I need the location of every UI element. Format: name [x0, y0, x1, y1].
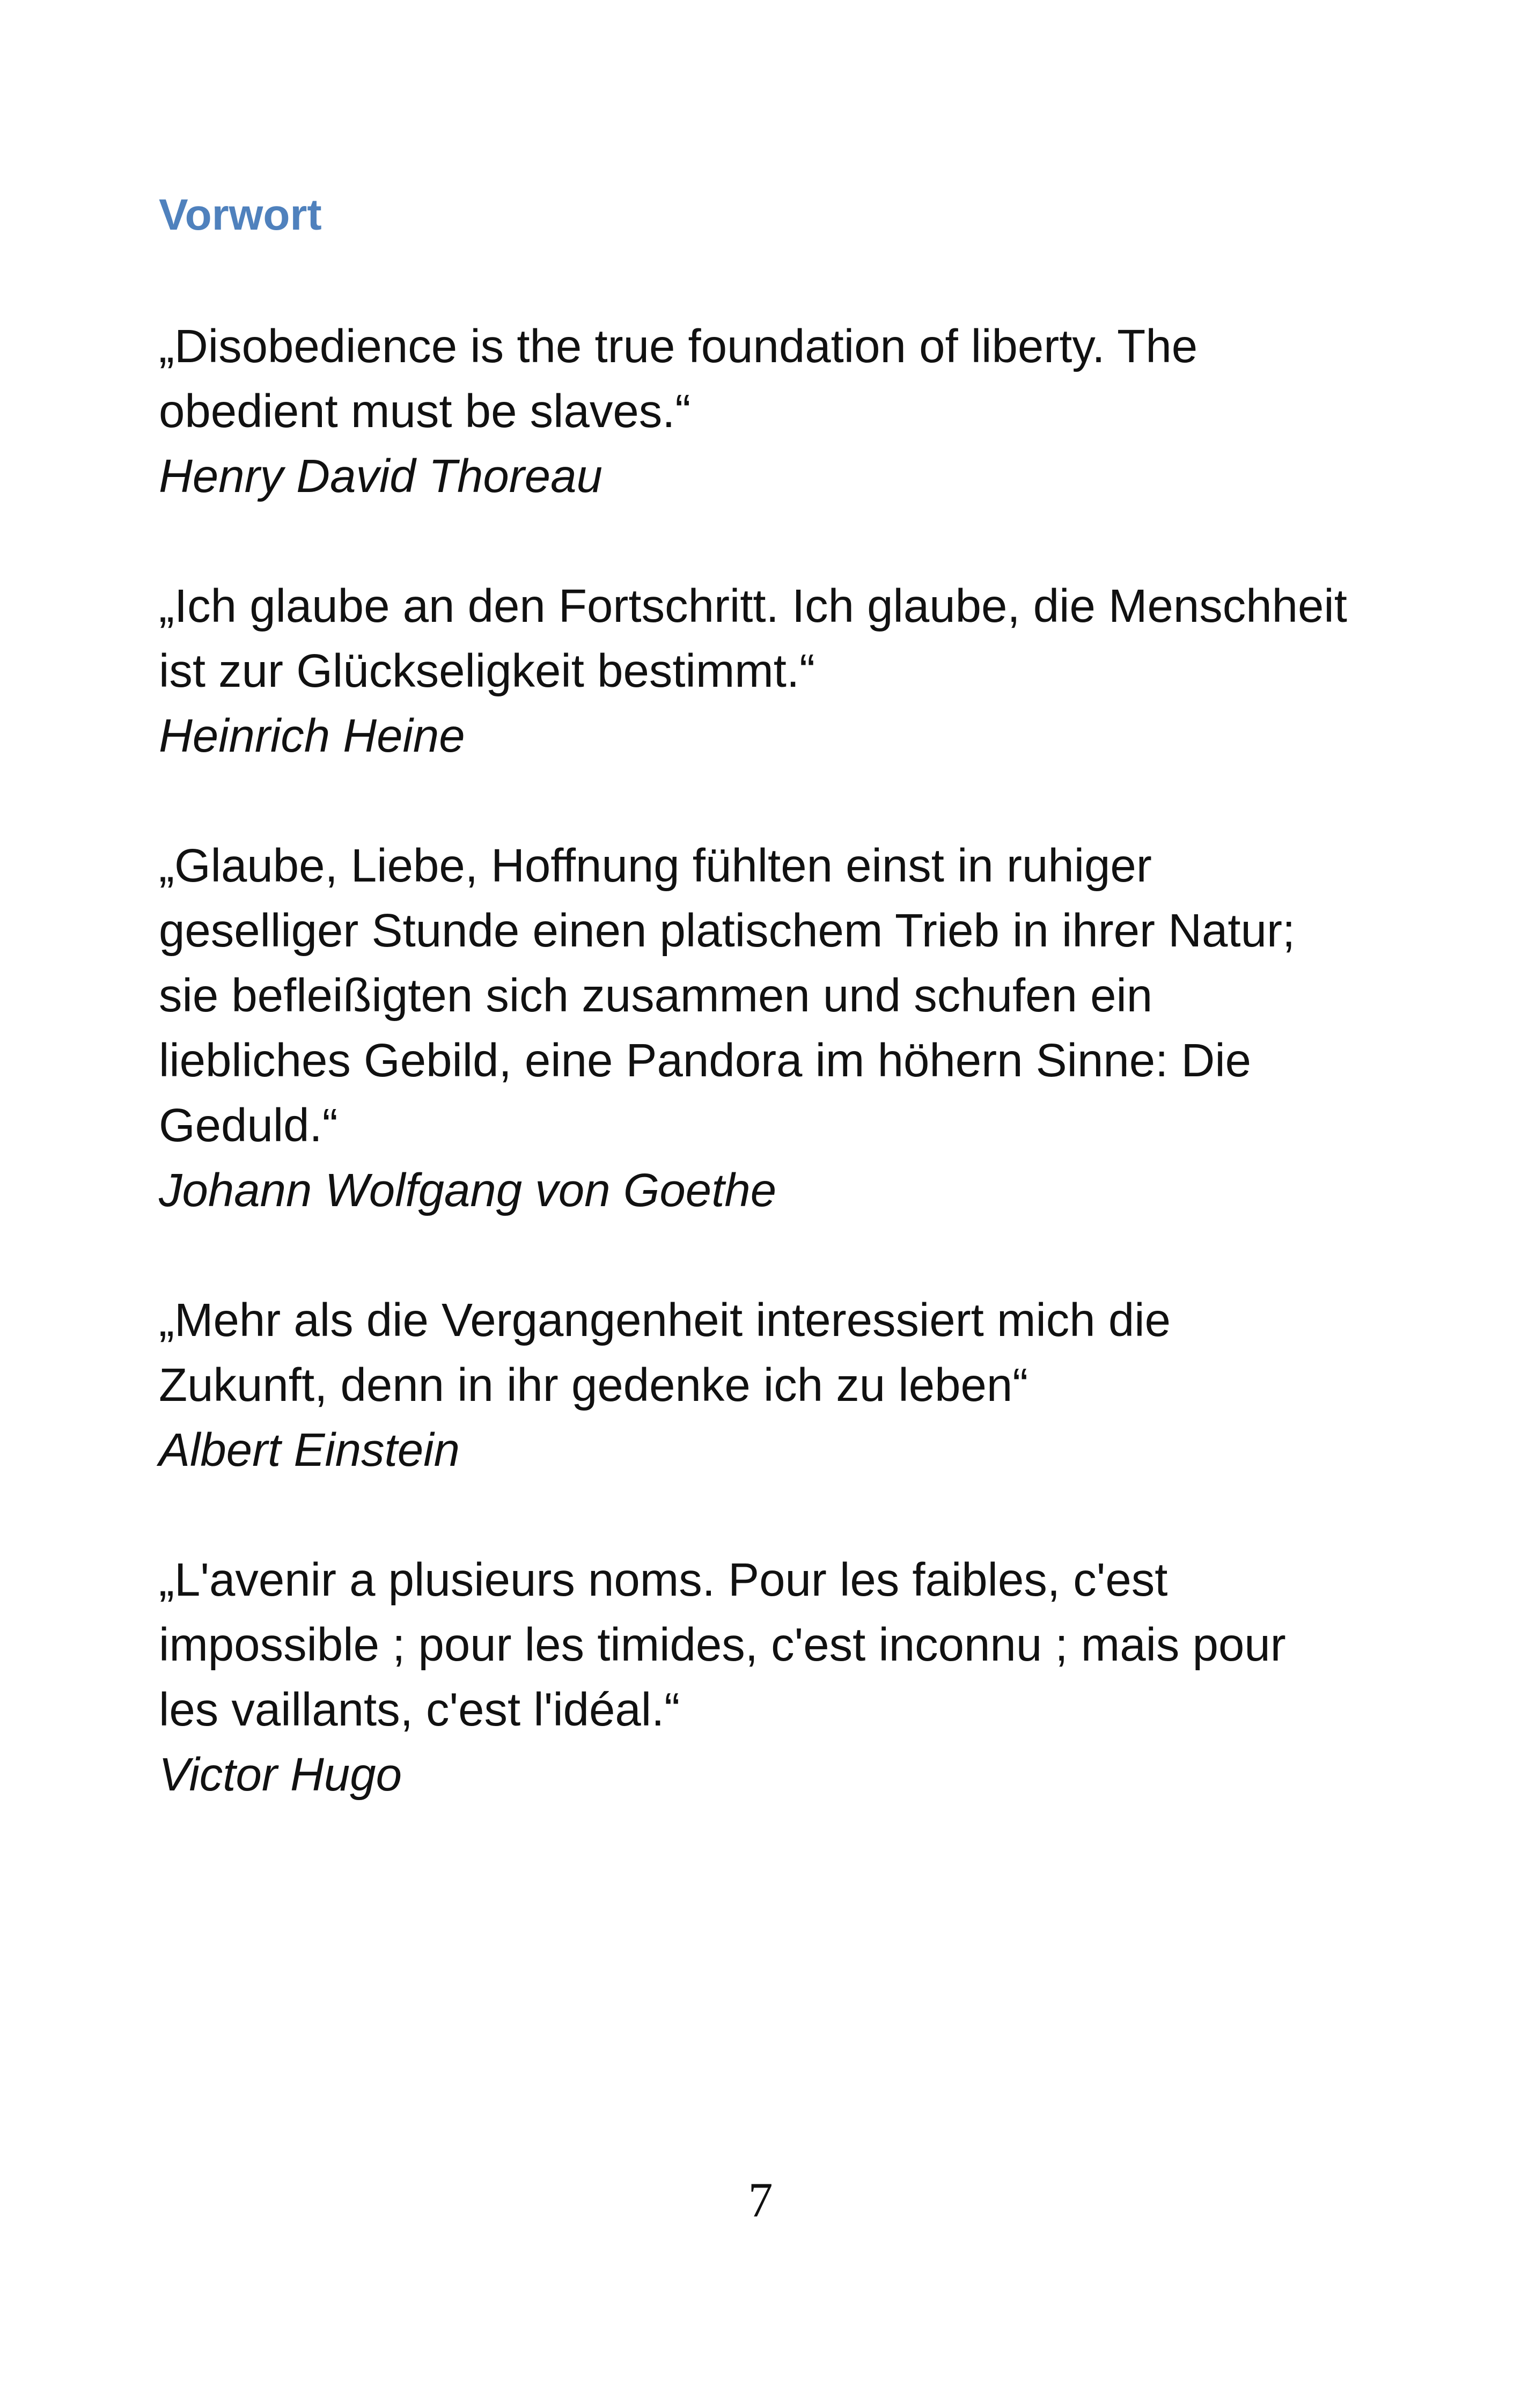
- quote-line: Geduld.“: [159, 1099, 338, 1151]
- quote-author: Albert Einstein: [159, 1424, 460, 1476]
- quote-line: „Glaube, Liebe, Hoffnung fühlten einst in ruhiger: [159, 840, 1152, 892]
- quote-line: geselliger Stunde einen platischem Trieb in ihrer Natur;: [159, 905, 1296, 957]
- quote-line: „Mehr als die Vergangenheit interessiert mich die: [159, 1294, 1171, 1346]
- quote-author: Johann Wolfgang von Goethe: [159, 1164, 777, 1216]
- quote-line: „Disobedience is the true foundation of liberty. The: [159, 320, 1198, 372]
- section-heading: Vorwort: [159, 190, 322, 239]
- quote-block-thoreau: [159, 314, 1393, 509]
- quote-block-hugo: [159, 1547, 1393, 1807]
- quote-author: Heinrich Heine: [159, 710, 465, 762]
- quote-line: ist zur Glückseligkeit bestimmt.“: [159, 645, 815, 697]
- quote-line: impossible ; pour les timides, c'est inconnu ; mais pour: [159, 1619, 1286, 1671]
- quote-line: „L'avenir a plusieurs noms. Pour les faibles, c'est: [159, 1554, 1168, 1606]
- quote-line: „Ich glaube an den Fortschritt. Ich glaube, die Menschheit: [159, 580, 1347, 632]
- quote-block-heine: [159, 574, 1393, 768]
- quote-line: sie befleißigten sich zusammen und schufen ein: [159, 970, 1153, 1022]
- quote-line: Zukunft, denn in ihr gedenke ich zu leben“: [159, 1359, 1028, 1411]
- quote-block-goethe: [159, 833, 1393, 1223]
- page-number: 7: [748, 2172, 773, 2227]
- quote-line: obedient must be slaves.“: [159, 385, 691, 437]
- page-content: [159, 182, 1393, 1872]
- quote-line: liebliches Gebild, eine Pandora im höhern Sinne: Die: [159, 1034, 1252, 1086]
- quote-block-einstein: [159, 1288, 1393, 1482]
- quote-line: les vaillants, c'est l'idéal.“: [159, 1684, 680, 1736]
- quote-author: Henry David Thoreau: [159, 450, 602, 502]
- quote-author: Victor Hugo: [159, 1749, 402, 1801]
